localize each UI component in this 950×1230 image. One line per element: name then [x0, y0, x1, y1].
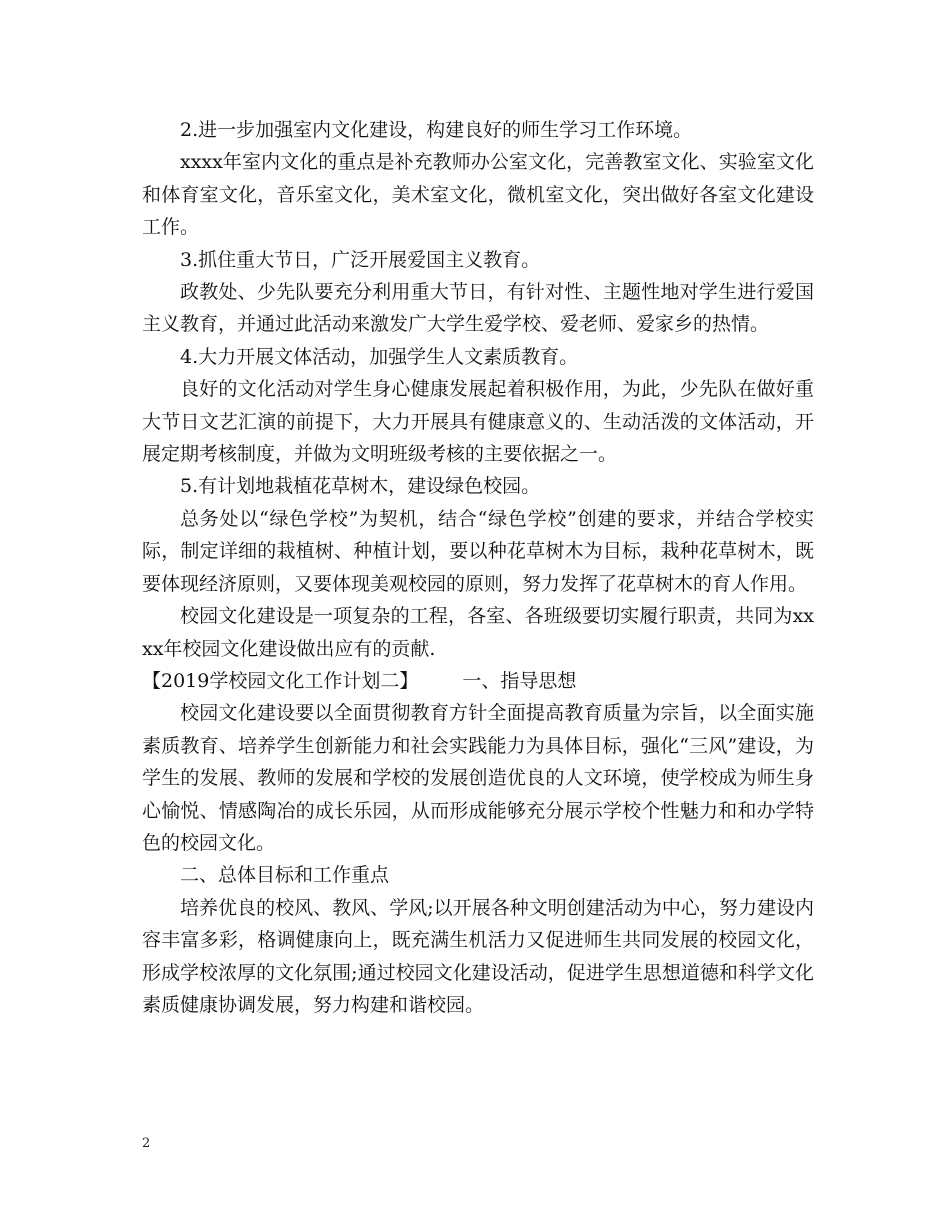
- paragraph-goals: 培养优良的校风、教风、学风;以开展各种文明创建活动为中心，努力建设内容丰富多彩，格调健康向上，既充满生机活力又促进师生共同发展的校园文化，形成学校浓厚的文化氛围;通过校园文化建设活动，促进学生思想道德和科学文化素质健康协调发展，努力构建和谐校园。: [142, 896, 814, 1016]
- section-heading-guiding-thought: 一、指导思想: [462, 669, 577, 692]
- page-number: 2: [142, 1136, 151, 1151]
- section-heading-goals: 二、总体目标和工作重点: [180, 864, 390, 887]
- paragraph-item-5-heading: 5.有计划地栽植花草树木，建设绿色校园。: [180, 475, 541, 498]
- plan-two-heading-row: [142, 665, 814, 697]
- paragraph-patriotic-education: 政教处、少先队要充分利用重大节日，有针对性、主题性地对学生进行爱国主义教育，并通过此活动来激发广大学生爱学校、爱老师、爱家乡的热情。: [142, 281, 814, 336]
- document-body: [142, 114, 814, 1021]
- paragraph-guiding-thought: 校园文化建设要以全面贯彻教育方针全面提高教育质量为宗旨，以全面实施素质教育、培养学生创新能力和社会实践能力为具体目标，强化“三风”建设，为学生的发展、教师的发展和学校的发展创造优良的人文环境，使学校成为师生身心愉悦、情感陶冶的成长乐园，从而形成能够充分展示学校个性魅力和和办学特色的校园文化。: [142, 702, 814, 854]
- plan-title: 【2019学校园文化工作计划二】: [142, 669, 419, 692]
- paragraph-cultural-activities: 良好的文化活动对学生身心健康发展起着积极作用，为此，少先队在做好重大节日文艺汇演的前提下，大力开展具有健康意义的、生动活泼的文体活动，开展定期考核制度，并做为文明班级考核的主要依据之一。: [142, 378, 814, 466]
- paragraph-item-4-heading: 4.大力开展文体活动，加强学生人文素质教育。: [180, 345, 579, 368]
- paragraph-indoor-culture: xxxx年室内文化的重点是补充教师办公室文化，完善教室文化、实验室文化和体育室文化，音乐室文化，美术室文化，微机室文化，突出做好各室文化建设工作。: [142, 151, 814, 239]
- paragraph-conclusion: 校园文化建设是一项复杂的工程，各室、各班级要切实履行职责，共同为xxxx年校园文化建设做出应有的贡献.: [142, 605, 814, 660]
- paragraph-item-3-heading: 3.抓住重大节日，广泛开展爱国主义教育。: [180, 248, 541, 271]
- paragraph-item-2-heading: 2.进一步加强室内文化建设，构建良好的师生学习工作环境。: [180, 119, 693, 141]
- paragraph-green-campus: 总务处以“绿色学校”为契机，结合“绿色学校”创建的要求，并结合学校实际，制定详细的栽植树、种植计划，要以种花草树木为目标，栽种花草树木，既要体现经济原则，又要体现美观校园的原则，努力发挥了花草树木的育人作用。: [142, 507, 814, 595]
